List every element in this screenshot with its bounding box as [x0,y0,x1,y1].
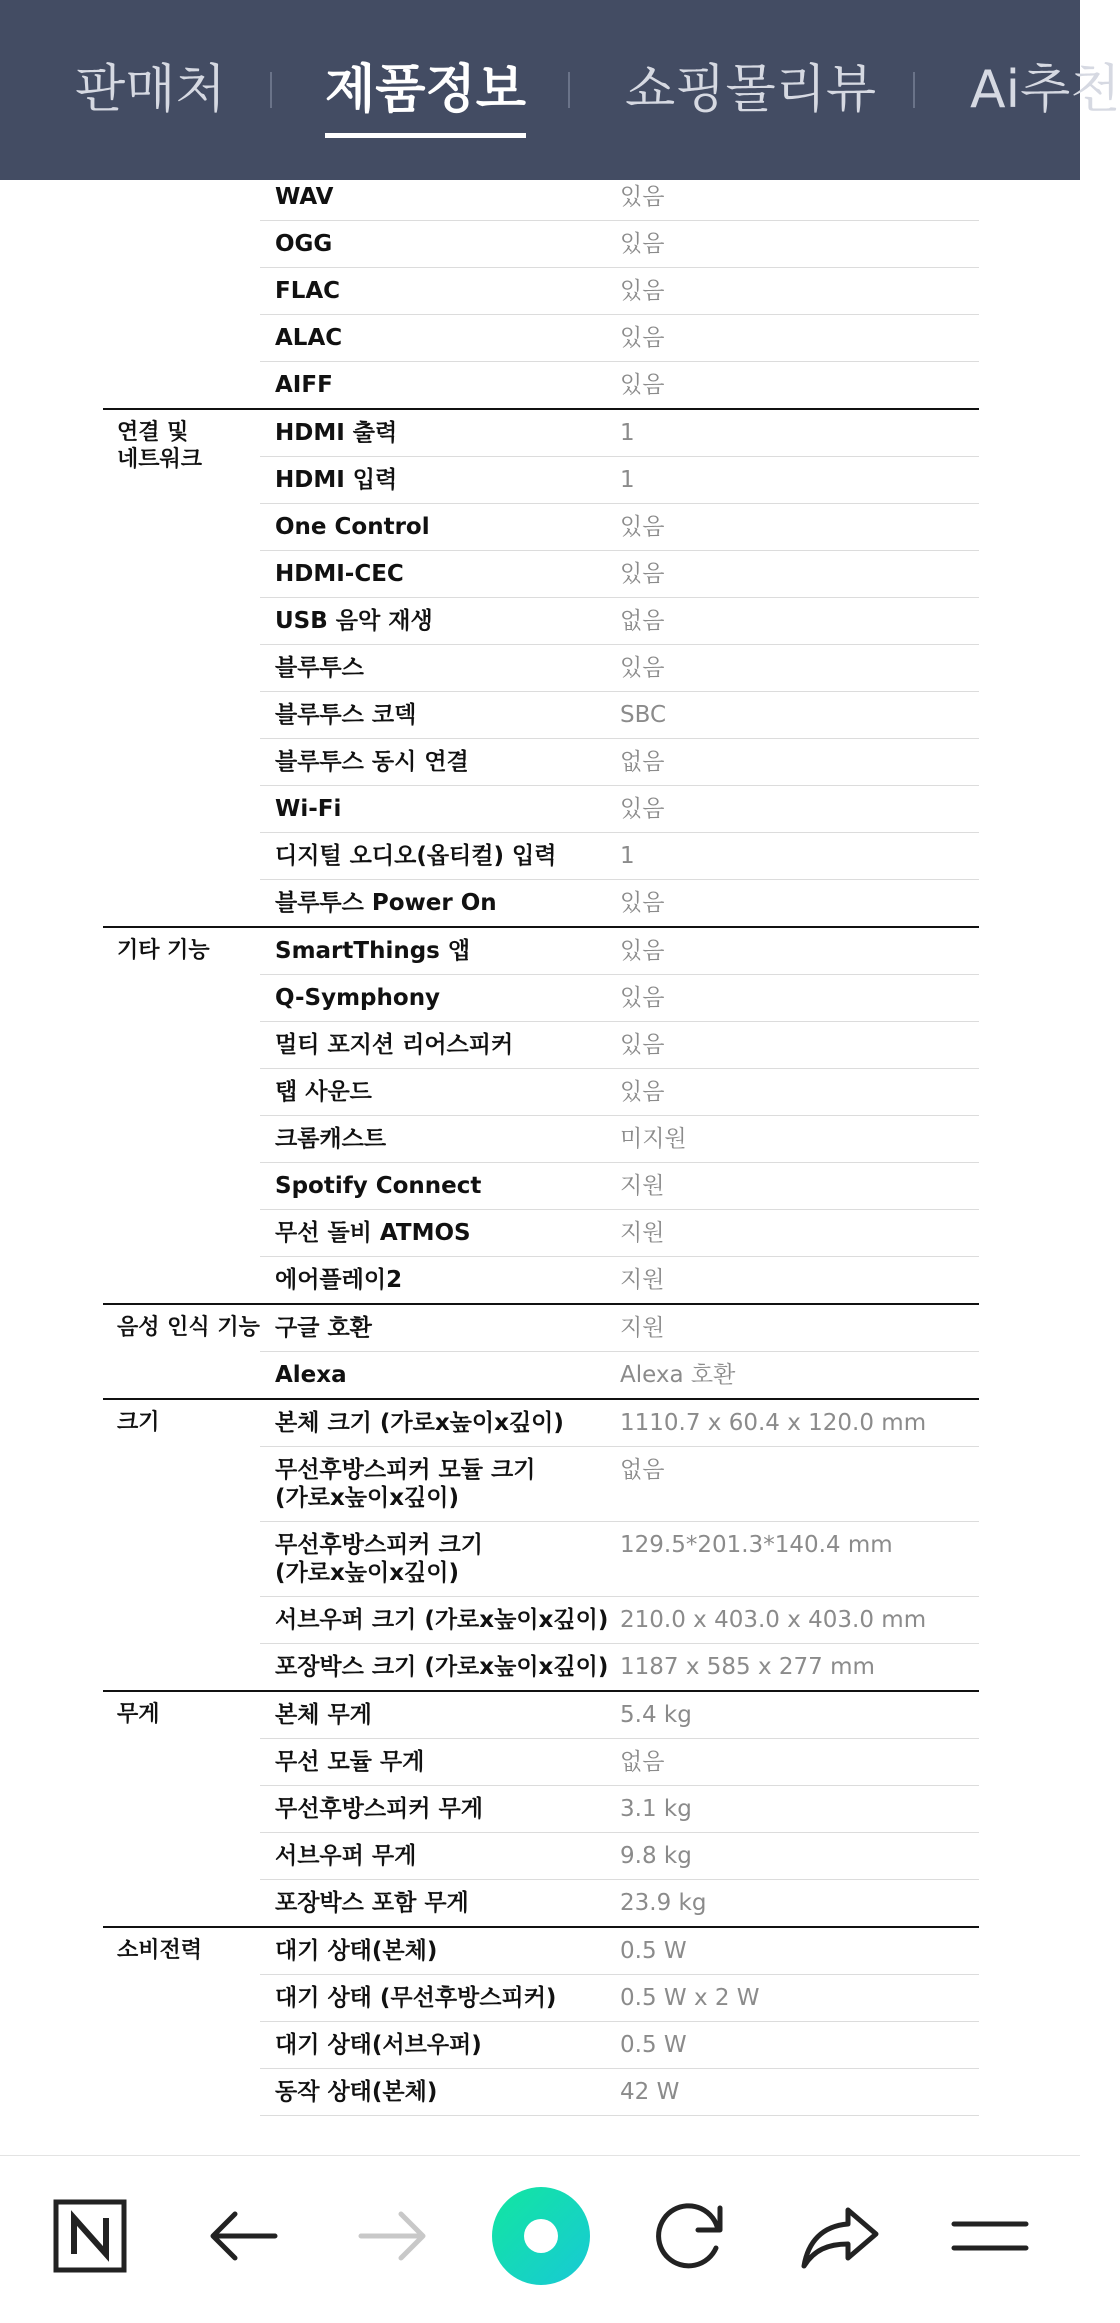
tab-separator [568,72,570,108]
spec-value: SBC [620,692,979,739]
spec-value: 23.9 kg [620,1880,979,1928]
spec-value: 129.5*201.3*140.4 mm [620,1522,979,1597]
spec-key: 무선 모듈 무게 [260,1739,620,1786]
spec-key: 블루투스 코덱 [260,692,620,739]
tab-mall-reviews[interactable]: 쇼핑몰리뷰 [625,60,877,120]
spec-key: 블루투스 [260,645,620,692]
spec-value: 있음 [620,268,979,315]
spec-key: 동작 상태(본체) [260,2069,620,2116]
spec-row [103,1399,979,1447]
spec-value: 있음 [620,975,979,1022]
forward-arrow-icon [343,2186,443,2286]
spec-key: Wi-Fi [260,786,620,833]
tab-separator [913,72,915,108]
spec-key: 대기 상태(본체) [260,1927,620,1975]
spec-value: 있음 [620,927,979,975]
share-icon [790,2186,890,2286]
home-button[interactable] [40,2186,140,2286]
spec-category: 연결 및 네트워크 [103,409,260,927]
spec-table [103,174,979,2116]
spec-value: 9.8 kg [620,1833,979,1880]
spec-key: 무선후방스피커 모듈 크기 (가로x높이x깊이) [260,1447,620,1522]
spec-key: 에어플레이2 [260,1257,620,1305]
spec-key: 구글 호환 [260,1304,620,1352]
spec-value: 없음 [620,739,979,786]
spec-value: 있음 [620,645,979,692]
spec-key: 무선 돌비 ATMOS [260,1210,620,1257]
spec-value: 지원 [620,1257,979,1305]
spec-value: 있음 [620,786,979,833]
spec-key: USB 음악 재생 [260,598,620,645]
spec-key: 서브우퍼 크기 (가로x높이x깊이) [260,1597,620,1644]
spec-value: 1 [620,457,979,504]
spec-value: 있음 [620,551,979,598]
spec-key: HDMI-CEC [260,551,620,598]
spec-value: 없음 [620,1447,979,1522]
menu-button[interactable] [940,2186,1040,2286]
spec-category: 크기 [103,1399,260,1691]
spec-key: AIFF [260,362,620,410]
refresh-button[interactable] [640,2186,740,2286]
spec-value: 5.4 kg [620,1691,979,1739]
refresh-icon [640,2186,740,2286]
spec-row [103,1927,979,1975]
spec-key: HDMI 입력 [260,457,620,504]
spec-value: 3.1 kg [620,1786,979,1833]
spec-value: 지원 [620,1210,979,1257]
spec-key: 멀티 포지션 리어스피커 [260,1022,620,1069]
spec-category [103,174,260,409]
spec-value: 지원 [620,1304,979,1352]
spec-value: Alexa 호환 [620,1352,979,1400]
spec-value: 있음 [620,315,979,362]
spec-key: One Control [260,504,620,551]
spec-value: 0.5 W x 2 W [620,1975,979,2022]
spec-value: 1110.7 x 60.4 x 120.0 mm [620,1399,979,1447]
spec-row [103,1691,979,1739]
menu-icon [940,2186,1040,2286]
spec-value: 210.0 x 403.0 x 403.0 mm [620,1597,979,1644]
spec-category: 소비전력 [103,1927,260,2116]
spec-category: 음성 인식 기능 [103,1304,260,1399]
spec-value: 지원 [620,1163,979,1210]
forward-button[interactable] [343,2186,443,2286]
spec-key: 디지털 오디오(옵티컬) 입력 [260,833,620,880]
tab-separator [270,72,272,108]
spec-key: SmartThings 앱 [260,927,620,975]
spec-value: 42 W [620,2069,979,2116]
spec-key: 무선후방스피커 크기 (가로x높이x깊이) [260,1522,620,1597]
spec-value: 미지원 [620,1116,979,1163]
product-tab-bar [0,0,1120,180]
spec-key: 서브우퍼 무게 [260,1833,620,1880]
spec-value: 0.5 W [620,1927,979,1975]
spec-value: 있음 [620,1022,979,1069]
spec-value: 0.5 W [620,2022,979,2069]
green-dot-icon [491,2186,591,2286]
share-button[interactable] [790,2186,890,2286]
spec-value: 1 [620,409,979,457]
spec-row [103,1304,979,1352]
spec-key: Spotify Connect [260,1163,620,1210]
spec-category: 기타 기능 [103,927,260,1304]
tab-sellers[interactable]: 판매처 [75,60,226,120]
spec-key: 블루투스 Power On [260,880,620,928]
back-button[interactable] [193,2186,293,2286]
back-arrow-icon [193,2186,293,2286]
spec-row [103,409,979,457]
spec-table-container [0,180,1080,2155]
spec-value: 있음 [620,880,979,928]
spec-key: 탭 사운드 [260,1069,620,1116]
spec-value: 없음 [620,1739,979,1786]
spec-value: 1 [620,833,979,880]
spec-row [103,927,979,975]
spec-value: 있음 [620,1069,979,1116]
spec-value: 있음 [620,174,979,221]
spec-key: 대기 상태 (무선후방스피커) [260,1975,620,2022]
spec-key: ALAC [260,315,620,362]
spec-key: 블루투스 동시 연결 [260,739,620,786]
spec-value: 있음 [620,504,979,551]
spec-key: Alexa [260,1352,620,1400]
spec-key: 무선후방스피커 무게 [260,1786,620,1833]
spec-value: 있음 [620,221,979,268]
spec-value: 없음 [620,598,979,645]
spec-key: Q-Symphony [260,975,620,1022]
spec-key: WAV [260,174,620,221]
spec-key: HDMI 출력 [260,409,620,457]
spec-value: 있음 [620,362,979,410]
spec-row [103,174,979,221]
spec-category: 무게 [103,1691,260,1927]
green-dot-button[interactable] [491,2186,591,2286]
spec-key: FLAC [260,268,620,315]
spec-key: 대기 상태(서브우퍼) [260,2022,620,2069]
spec-key: 포장박스 포함 무게 [260,1880,620,1928]
tab-product-info[interactable]: 제품정보 [325,50,526,130]
browser-bottom-nav [0,2155,1080,2323]
spec-key: OGG [260,221,620,268]
spec-key: 크롬캐스트 [260,1116,620,1163]
tab-ai-recommend[interactable]: Ai추천 [970,60,1120,120]
spec-key: 본체 크기 (가로x높이x깊이) [260,1399,620,1447]
naver-home-icon [40,2186,140,2286]
spec-key: 본체 무게 [260,1691,620,1739]
spec-key: 포장박스 크기 (가로x높이x깊이) [260,1644,620,1692]
spec-value: 1187 x 585 x 277 mm [620,1644,979,1692]
